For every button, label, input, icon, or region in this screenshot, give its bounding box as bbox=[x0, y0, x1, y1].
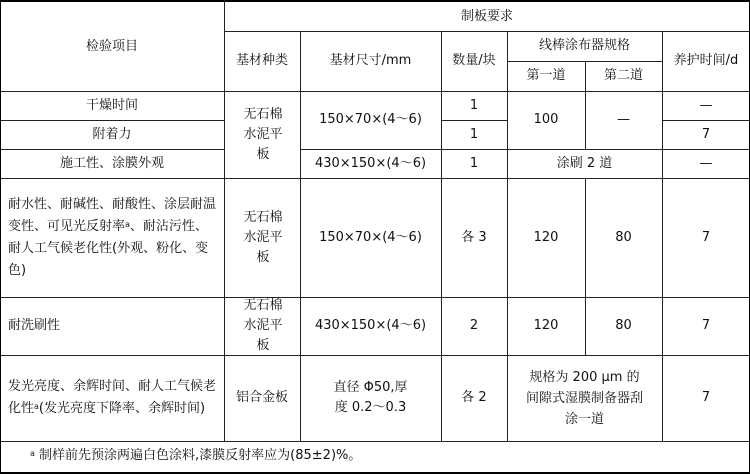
row6-item bbox=[0, 355, 224, 441]
header-substrate-size: 基材尺寸/mm bbox=[329, 53, 412, 68]
header-substrate-type: 基材种类 bbox=[235, 53, 288, 68]
row6-substrate: 铝合金板 bbox=[235, 390, 288, 405]
footnote-text: 制样前先预涂两遍白色涂料,漆膜反射率应为(85±2)%。 bbox=[39, 448, 362, 463]
row6-item-text: 发光亮度、余辉时间、耐人工气候老化性 bbox=[8, 379, 217, 416]
group12-second: — bbox=[617, 112, 630, 127]
header-item: 检验项目 bbox=[85, 38, 138, 54]
header-group: 制板要求 bbox=[460, 8, 513, 24]
row3-coats: 涂刷 2 道 bbox=[556, 155, 613, 171]
row6-curing: 7 bbox=[701, 390, 711, 405]
header-curing-time: 养护时间/d bbox=[673, 53, 739, 68]
row5-item: 耐洗刷性 bbox=[8, 318, 61, 333]
row1-curing: — bbox=[699, 97, 713, 113]
row6-quantity: 各 2 bbox=[461, 390, 487, 405]
group12-substrate: 无石棉水泥平板 bbox=[243, 106, 283, 162]
row4-curing: 7 bbox=[701, 229, 711, 245]
row5-quantity: 2 bbox=[469, 318, 479, 333]
row1-quantity: 1 bbox=[469, 97, 479, 113]
row6-item-rest: (发光亮度下降率、余辉时间) bbox=[38, 401, 206, 416]
row4-first: 120 bbox=[533, 229, 559, 245]
footnote bbox=[30, 446, 361, 466]
row3-curing: — bbox=[699, 155, 713, 171]
row5-first: 120 bbox=[533, 318, 559, 333]
row6-item-mark: a bbox=[34, 402, 39, 411]
row2-item: 附着力 bbox=[92, 126, 132, 142]
group12-size: 150×70×(4～6) bbox=[319, 112, 422, 127]
header-second-coat: 第二道 bbox=[603, 68, 643, 83]
row1-item: 干燥时间 bbox=[85, 97, 138, 113]
row4-size: 150×70×(4～6) bbox=[319, 229, 422, 245]
group12-first: 100 bbox=[533, 112, 559, 127]
row5-size: 430×150×(4～6) bbox=[314, 318, 427, 333]
header-quantity: 数量/块 bbox=[452, 53, 496, 68]
row4-quantity: 各 3 bbox=[461, 229, 487, 245]
row3-quantity: 1 bbox=[469, 155, 479, 171]
row3-item: 施工性、涂膜外观 bbox=[59, 155, 164, 171]
row2-quantity: 1 bbox=[469, 126, 479, 142]
row5-substrate: 无石棉水泥平板 bbox=[243, 298, 283, 353]
footnote-mark: a bbox=[30, 449, 35, 458]
row4-substrate: 无石棉水泥平板 bbox=[243, 209, 283, 265]
row5-curing: 7 bbox=[701, 318, 711, 333]
row6-size: 直径 Φ50,厚度 0.2～0.3 bbox=[333, 380, 408, 415]
row4-item-text: 耐水性、耐碱性、耐酸性、涂层耐温变性、可见光反射率 bbox=[8, 196, 217, 234]
row4-item-rest: 、耐沾污性、耐人工气候老化性(外观、粉化、变色) bbox=[8, 218, 209, 278]
row2-curing: 7 bbox=[701, 126, 711, 142]
row4-item bbox=[0, 178, 224, 297]
row4-second: 80 bbox=[615, 229, 632, 245]
row5-second: 80 bbox=[615, 318, 632, 333]
header-applicator: 线棒涂布器规格 bbox=[538, 38, 630, 53]
row6-coats: 规格为 200 μm 的间隙式湿膜制备器刮涂一道 bbox=[525, 369, 643, 427]
row3-size: 430×150×(4～6) bbox=[314, 155, 427, 171]
header-first-coat: 第一道 bbox=[526, 68, 566, 83]
row4-item-mark: a bbox=[125, 219, 130, 229]
